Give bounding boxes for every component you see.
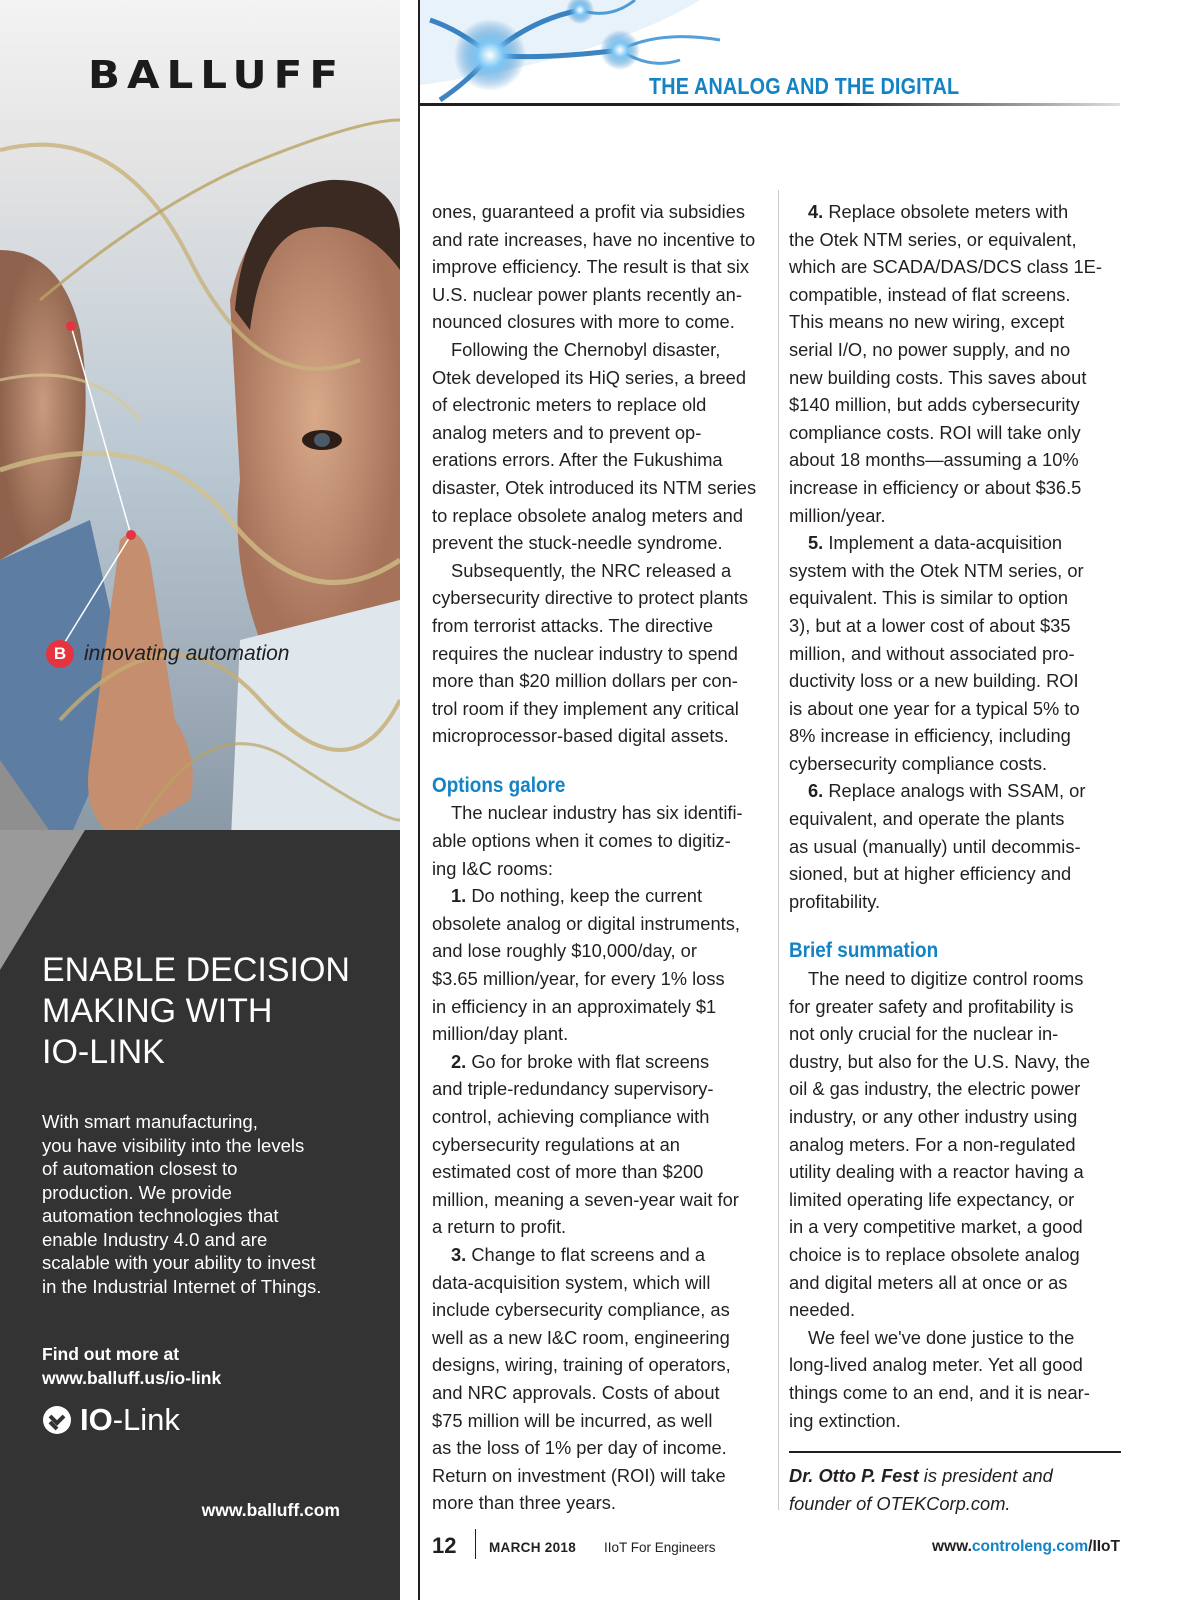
text-line: 8% increase in efficiency, including <box>789 725 1071 747</box>
text-line: Return on investment (ROI) will take <box>432 1464 726 1486</box>
text-line: not only crucial for the nuclear in- <box>789 1023 1059 1045</box>
bio-text: is president and <box>918 1465 1053 1486</box>
text-line: prevent the stuck-needle syndrome. <box>432 532 723 554</box>
text-line: oil & gas industry, the electric power <box>789 1078 1081 1100</box>
text-line: ones, guaranteed a profit via subsidies <box>432 201 746 222</box>
paragraph <box>432 1241 765 1517</box>
text-line: as the loss of 1% per day of income. <box>432 1437 727 1459</box>
balluff-advertisement <box>0 0 400 1600</box>
issue-date: MARCH 2018 <box>489 1540 577 1555</box>
paragraph <box>789 529 1121 777</box>
text-line: Replace obsolete meters with <box>823 201 1069 222</box>
text-line <box>432 1048 765 1076</box>
paragraph <box>789 965 1121 1324</box>
page-number: 12 <box>432 1533 457 1558</box>
text-line: We feel we've done justice to the <box>808 1326 1075 1348</box>
text-line: trol room if they implement any critical <box>432 697 739 719</box>
text-line: Replace analogs with SSAM, or <box>823 780 1086 802</box>
paragraph <box>789 1324 1121 1434</box>
text-line: new building costs. This saves about <box>789 366 1087 388</box>
headline-line: ENABLE DECISION <box>42 951 350 989</box>
text-line: cybersecurity directive to protect plants <box>432 587 748 609</box>
io-logo-rest: -Link <box>112 1402 180 1437</box>
text-line: needed. <box>789 1299 856 1321</box>
text-line: data-acquisition system, which will <box>432 1271 711 1293</box>
text-line: ing extinction. <box>789 1409 901 1431</box>
text-line: Subsequently, the NRC released a <box>451 559 732 581</box>
text-line: the Otek NTM series, or equivalent, <box>789 228 1077 250</box>
text-line: which are SCADA/DAS/DCS class 1E- <box>789 256 1102 278</box>
ad-tagline <box>46 640 289 668</box>
text-line: microprocessor-based digital assets. <box>432 725 729 747</box>
text-line: obsolete analog or digital instruments, <box>432 912 740 934</box>
cta-link[interactable]: www.balluff.us/io-link <box>42 1367 222 1388</box>
paragraph <box>789 777 1121 915</box>
text-line: and NRC approvals. Costs of about <box>432 1381 720 1403</box>
balluff-logo: BALLUFF <box>88 51 346 98</box>
text-line: improve efficiency. The result is that six <box>432 256 750 278</box>
paragraph <box>432 1048 765 1241</box>
ad-photo <box>0 0 400 860</box>
text-line: million/day plant. <box>432 1023 569 1045</box>
text-line: more than $20 million dollars per con- <box>432 670 738 692</box>
text-line: 3), but at a lower cost of about $35 <box>789 614 1071 636</box>
text-line: ing I&C rooms: <box>432 857 553 879</box>
page-gutter-rule <box>418 0 420 1600</box>
text-line: ductivity loss or a new building. ROI <box>789 670 1079 692</box>
ad-body-copy <box>42 1110 352 1298</box>
ad-website-link[interactable]: www.balluff.com <box>201 1500 340 1520</box>
text-line: compatible, instead of flat screens. <box>789 283 1071 305</box>
text-line: $140 million, but adds cybersecurity <box>789 394 1080 416</box>
text-line: for greater safety and profitability is <box>789 995 1074 1017</box>
text-line: dustry, but also for the U.S. Navy, the <box>789 1050 1091 1072</box>
text-line: include cybersecurity compliance, as <box>432 1299 730 1321</box>
text-line: equivalent, and operate the plants <box>789 808 1065 830</box>
text-line <box>432 1241 765 1269</box>
text-line: analog meters. For a non-regulated <box>789 1133 1076 1155</box>
text-line: disaster, Otek introduced its NTM series <box>432 476 757 498</box>
text-line: Go for broke with flat screens <box>466 1050 710 1072</box>
text-line: utility dealing with a reactor having a <box>789 1161 1084 1183</box>
text-line: This means no new wiring, except <box>789 311 1065 333</box>
column-divider <box>778 190 779 1510</box>
article-column-2 <box>789 198 1121 1434</box>
text-line: control, achieving compliance with <box>432 1106 710 1127</box>
text-line <box>789 777 1121 805</box>
text-line: able options when it comes to digitiz- <box>432 830 731 852</box>
text-line: and rate increases, have no incentive to <box>432 228 756 250</box>
text-line: system with the Otek NTM series, or <box>789 559 1084 581</box>
headline-line: MAKING WITH <box>42 992 273 1030</box>
subheading: Options galore <box>432 773 566 797</box>
ad-headline <box>42 950 362 1073</box>
ad-body-line: in the Industrial Internet of Things. <box>42 1275 322 1297</box>
paragraph <box>789 198 1121 529</box>
text-line: in efficiency in an approximately $1 <box>432 995 717 1017</box>
text-line: U.S. nuclear power plants recently an- <box>432 283 742 305</box>
text-line: choice is to replace obsolete analog <box>789 1243 1080 1265</box>
text-line: million/year. <box>789 504 886 526</box>
text-line: The nuclear industry has six identifi- <box>451 802 743 824</box>
ad-body-line: With smart manufacturing, <box>42 1111 258 1132</box>
text-line <box>432 882 765 910</box>
text-line: things come to an end, and it is near- <box>789 1381 1090 1403</box>
text-line: Following the Chernobyl disaster, <box>451 338 721 360</box>
text-line: compliance costs. ROI will take only <box>789 421 1081 443</box>
balluff-badge-icon: B <box>46 640 74 668</box>
text-line: and digital meters all at once or as <box>789 1271 1068 1293</box>
author-name: Dr. Otto P. Fest <box>789 1465 919 1486</box>
text-line: designs, wiring, training of operators, <box>432 1354 731 1376</box>
text-line: limited operating life expectancy, or <box>789 1188 1075 1210</box>
ad-call-to-action <box>42 1343 221 1390</box>
text-line: The need to digitize control rooms <box>808 968 1084 990</box>
text-line: a return to profit. <box>432 1216 567 1238</box>
text-line: in a very competitive market, a good <box>789 1216 1083 1238</box>
text-line: Implement a data-acquisition <box>823 532 1063 554</box>
paragraph <box>432 882 765 1048</box>
text-line: cybersecurity compliance costs. <box>789 752 1048 774</box>
text-line: and lose roughly $10,000/day, or <box>432 940 697 962</box>
io-link-logo <box>42 1402 180 1438</box>
text-line: sioned, but at higher efficiency and <box>789 863 1072 885</box>
text-line: requires the nuclear industry to spend <box>432 642 738 664</box>
text-line: million, meaning a seven-year wait for <box>432 1188 739 1210</box>
ad-body-line: of automation closest to <box>42 1158 238 1179</box>
cta-line: Find out more at <box>42 1344 180 1364</box>
ad-body-line: enable Industry 4.0 and are <box>42 1228 268 1250</box>
io-logo-bold: IO <box>80 1402 113 1437</box>
text-line: Do nothing, keep the current <box>466 885 703 907</box>
subheading: Brief summation <box>789 939 939 963</box>
option-number: 1. <box>451 885 467 907</box>
text-line: as usual (manually) until decommis- <box>789 835 1081 857</box>
section-title: THE ANALOG AND THE DIGITAL <box>649 73 960 99</box>
text-line: estimated cost of more than $200 <box>432 1161 704 1183</box>
header-rule <box>420 103 1120 106</box>
text-line: profitability. <box>789 890 881 912</box>
folio-rule <box>475 1529 476 1559</box>
text-line: to replace obsolete analog meters and <box>432 504 743 526</box>
text-line: long-lived analog meter. Yet all good <box>789 1354 1083 1376</box>
ad-body-line: you have visibility into the levels <box>42 1134 305 1156</box>
text-line: serial I/O, no power supply, and no <box>789 338 1071 360</box>
text-line: erations errors. After the Fukushima <box>432 449 723 471</box>
text-line <box>789 529 1121 557</box>
magazine-url[interactable] <box>932 1538 1120 1556</box>
url-domain: controleng.com <box>971 1538 1089 1555</box>
text-line: $75 million will be incurred, as well <box>432 1409 713 1431</box>
article-column-1 <box>432 198 765 1517</box>
paragraph <box>432 336 765 557</box>
text-line: increase in efficiency or about $36.5 <box>789 476 1082 498</box>
tagline-text: innovating automation <box>84 642 290 665</box>
text-line: Change to flat screens and a <box>466 1243 706 1265</box>
text-line: well as a new I&C room, engineering <box>432 1326 730 1348</box>
paragraph <box>432 198 765 336</box>
ad-body-line: scalable with your ability to invest <box>42 1252 316 1273</box>
text-line: is about one year for a typical 5% to <box>789 697 1080 719</box>
magazine-name: IIoT For Engineers <box>604 1540 716 1555</box>
url-suffix: /IIoT <box>1088 1538 1120 1555</box>
bio-rule <box>789 1451 1121 1453</box>
ad-body-line: automation technologies that <box>42 1205 279 1226</box>
paragraph <box>432 557 765 750</box>
text-line: and triple-redundancy supervisory- <box>432 1078 714 1100</box>
url-prefix: www. <box>931 1538 972 1555</box>
text-line: of electronic meters to replace old <box>432 394 707 416</box>
io-link-icon <box>42 1405 72 1435</box>
text-line: $3.65 million/year, for every 1% loss <box>432 968 725 990</box>
option-number: 3. <box>451 1243 467 1265</box>
option-number: 5. <box>808 532 824 554</box>
text-line: from terrorist attacks. The directive <box>432 614 714 636</box>
text-line: cybersecurity regulations at an <box>432 1133 680 1155</box>
option-number: 6. <box>808 780 824 802</box>
option-number: 2. <box>451 1050 467 1072</box>
text-line: nounced closures with more to come. <box>432 311 735 333</box>
option-number: 4. <box>808 201 824 222</box>
text-line: about 18 months—assuming a 10% <box>789 449 1079 471</box>
text-line: industry, or any other industry using <box>789 1106 1078 1127</box>
text-line: million, and without associated pro- <box>789 642 1075 664</box>
text-line: analog meters and to prevent op- <box>432 421 702 443</box>
text-line: more than three years. <box>432 1492 616 1514</box>
text-line <box>789 198 1121 226</box>
ad-body-line: production. We provide <box>42 1181 232 1203</box>
paragraph <box>432 799 765 882</box>
author-bio <box>789 1462 1121 1517</box>
text-line: equivalent. This is similar to option <box>789 587 1069 609</box>
headline-line: IO-LINK <box>42 1033 165 1071</box>
bio-text: founder of OTEKCorp.com. <box>789 1492 1011 1514</box>
text-line: Otek developed its HiQ series, a breed <box>432 366 746 388</box>
